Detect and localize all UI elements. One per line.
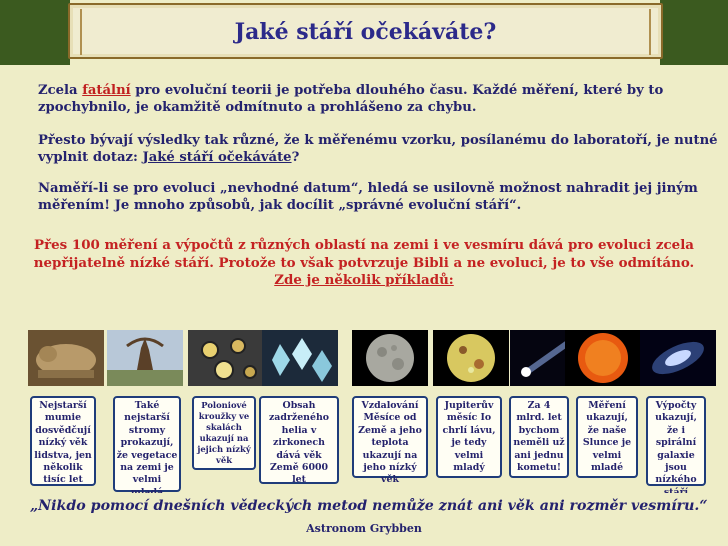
card-galaxy: Výpočty ukazují, že i spirální galaxie jsou nízkého bbox=[646, 396, 706, 486]
p2-suffix: ? bbox=[291, 150, 300, 165]
io-moon-image bbox=[433, 330, 509, 386]
examples-link[interactable]: Zde je několik příkladů: bbox=[274, 272, 454, 288]
p2-link[interactable]: Jaké stáří očekáváte bbox=[142, 150, 292, 165]
quote: „Nikdo pomocí dnešních vědeckých metod nemůže znát ani věk ani rozměr vesmíru.“ bbox=[30, 498, 708, 514]
mummy-image bbox=[28, 330, 104, 386]
p2-prefix: Přesto bývají výsledky tak různé, že k měřenému vzorku, posílanému do laboratoří, je nutné vyplnit dotaz: bbox=[38, 133, 718, 165]
polonium-rings-image bbox=[188, 330, 264, 386]
title-banner bbox=[68, 3, 663, 59]
red-line-2: nepřijatelně nízké stáří. Protože to však potvrzuje Bibli a ne evoluci, je to vše odmítáno. bbox=[33, 254, 695, 271]
card-io: Jupiterův měsíc Io chrlí lávu, je tedy velmi mladý bbox=[436, 396, 502, 478]
red-line-1: Přes 100 měření a výpočtů z různých oblastí na zemi i ve vesmíru dává pro evoluci zcela bbox=[34, 237, 694, 253]
page-title: Jaké stáří očekáváte? bbox=[234, 19, 497, 45]
paragraph-1 bbox=[38, 82, 718, 116]
tree-image bbox=[107, 330, 183, 386]
card-polonium: Poloniové kroužky ve skalách ukazují na jejich nízký věk bbox=[192, 396, 256, 470]
galaxy-image bbox=[640, 330, 716, 386]
card-comet: Za 4 mlrd. let bychom neměli už ani jednu kometu! bbox=[509, 396, 569, 478]
paragraph-2 bbox=[38, 132, 718, 166]
card-mummies: Nejstarší mumie dosvědčují nízký věk lidstva, jen několik tisíc let bbox=[30, 396, 96, 486]
card-moon: Vzdalování Měsíce od Země a jeho teplota ukazují na jeho nízký věk bbox=[352, 396, 428, 478]
red-statement bbox=[0, 237, 728, 290]
p1-prefix: Zcela bbox=[38, 83, 83, 98]
p1-rest: pro evoluční teorii je potřeba dlouhého času. Každé měření, které by to zpochybnilo, je okamžitě odmítnuto a prohlášeno za chybu. bbox=[38, 83, 664, 115]
sun-image bbox=[565, 330, 641, 386]
paragraph-3: Naměří-li se pro evoluci „nevhodné datum“, hledá se usilovně možnost nahradit jej jiným měřením! Je mnoho způsobů, jak docílit „správné evoluční stáří“. bbox=[38, 181, 698, 213]
quote-author: Astronom Grybben bbox=[306, 522, 422, 535]
zircon-crystals-image bbox=[262, 330, 338, 386]
card-helium: Obsah zadrženého helia v zirkonech dává věk Země 6000 let bbox=[259, 396, 339, 484]
card-sun: Měření ukazují, že naše Slunce je velmi mladé bbox=[576, 396, 638, 478]
card-trees: Také nejstarší stromy prokazují, že vegetace na zemi je velmi bbox=[113, 396, 181, 492]
p1-highlight-link[interactable]: fatální bbox=[82, 83, 131, 98]
moon-image bbox=[352, 330, 428, 386]
